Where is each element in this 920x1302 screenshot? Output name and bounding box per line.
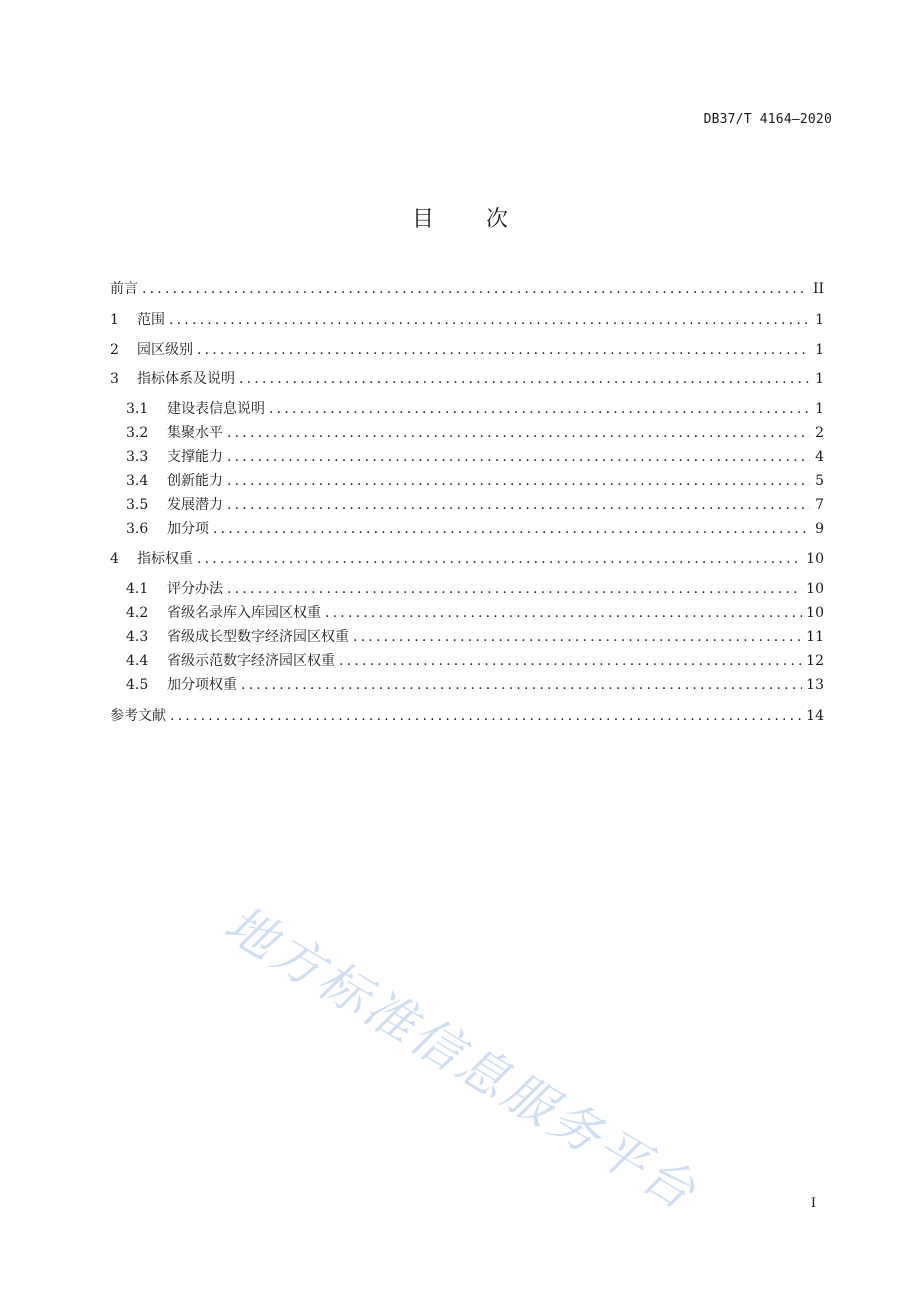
- toc-leader-dots: [241, 675, 802, 695]
- toc-entry-label: 支撑能力: [167, 449, 223, 465]
- toc-leader-dots: [239, 369, 810, 389]
- toc-entry-page: 1: [815, 371, 824, 387]
- toc-entry-scope[interactable]: [110, 310, 824, 330]
- toc-entry-4-5[interactable]: [126, 675, 824, 695]
- toc-entry-page: 12: [806, 653, 824, 669]
- title-char-1: 目: [411, 207, 434, 232]
- toc-leader-dots: [325, 603, 802, 623]
- toc-entry-number: 4.4: [126, 653, 149, 669]
- toc-entry-4-1[interactable]: [126, 579, 824, 599]
- toc-entry-label: 指标体系及说明: [137, 371, 235, 387]
- toc-entry-indicator-weight[interactable]: [110, 549, 824, 569]
- toc-entry-page: 10: [806, 551, 824, 567]
- toc-entry-number: 3.4: [126, 473, 149, 489]
- toc-leader-dots: [227, 447, 810, 467]
- toc-leader-dots: [227, 579, 802, 599]
- toc-entry-number: 4: [110, 551, 119, 567]
- toc-leader-dots: [353, 627, 802, 647]
- toc-entry-label: 参考文献: [110, 708, 166, 724]
- toc-entry-number: 3.3: [126, 449, 149, 465]
- toc-entry-page: 10: [806, 581, 824, 597]
- toc-entry-page: 5: [815, 473, 824, 489]
- toc-leader-dots: [169, 310, 810, 330]
- toc-entry-label: 范围: [137, 312, 165, 328]
- toc-entry-references[interactable]: [110, 706, 824, 726]
- toc-entry-label: 评分办法: [167, 581, 223, 597]
- toc-leader-dots: [213, 519, 810, 539]
- toc-entry-label: 前言: [110, 281, 138, 297]
- toc-leader-dots: [227, 495, 810, 515]
- toc-entry-label: 省级成长型数字经济园区权重: [167, 629, 349, 645]
- toc-entry-number: 3.6: [126, 521, 149, 537]
- toc-entry-foreword[interactable]: [110, 279, 824, 299]
- toc-entry-page: 10: [806, 605, 824, 621]
- toc-leader-dots: [339, 651, 802, 671]
- toc-entry-number: 3.1: [126, 401, 149, 417]
- toc-entry-number: 4.3: [126, 629, 149, 645]
- toc-entry-3-5[interactable]: [126, 495, 824, 515]
- toc-entry-indicator-system[interactable]: [110, 369, 824, 389]
- toc-entry-4-3[interactable]: [126, 627, 824, 647]
- toc-entry-page: 1: [815, 312, 824, 328]
- toc-entry-number: 1: [110, 312, 119, 328]
- toc-entry-label: 省级名录库入库园区权重: [167, 605, 321, 621]
- toc-entry-3-4[interactable]: [126, 471, 824, 491]
- toc-entry-number: 4.5: [126, 677, 149, 693]
- toc-leader-dots: [269, 399, 810, 419]
- toc-entry-label: 加分项权重: [167, 677, 237, 693]
- toc-leader-dots: [197, 549, 802, 569]
- toc-entry-number: 3: [110, 371, 119, 387]
- toc-leader-dots: [227, 423, 810, 443]
- document-code: DB37/T 4164—2020: [703, 112, 832, 127]
- toc-entry-page: 7: [815, 497, 824, 513]
- toc-leader-dots: [142, 279, 809, 299]
- toc-entry-label: 园区级别: [137, 342, 193, 358]
- toc-entry-page: 1: [815, 401, 824, 417]
- toc-entry-page: 11: [806, 629, 824, 645]
- toc-entry-page: 9: [815, 521, 824, 537]
- toc-leader-dots: [170, 706, 802, 726]
- toc-entry-label: 省级示范数字经济园区权重: [167, 653, 335, 669]
- toc-entry-label: 创新能力: [167, 473, 223, 489]
- toc-entry-page: 1: [815, 342, 824, 358]
- toc-entry-number: 2: [110, 342, 119, 358]
- toc-entry-label: 指标权重: [137, 551, 193, 567]
- toc-entry-label: 加分项: [167, 521, 209, 537]
- toc-entry-3-2[interactable]: [126, 423, 824, 443]
- toc-entry-3-6[interactable]: [126, 519, 824, 539]
- toc-entry-page: 13: [806, 677, 824, 693]
- watermark: 地方标准信息服务平台: [215, 894, 708, 1223]
- toc-leader-dots: [227, 471, 810, 491]
- toc-entry-label: 发展潜力: [167, 497, 223, 513]
- toc-entry-page: 4: [815, 449, 824, 465]
- title-char-2: 次: [486, 207, 509, 232]
- toc-leader-dots: [197, 340, 810, 360]
- toc-entry-number: 4.1: [126, 581, 149, 597]
- toc-entry-4-4[interactable]: [126, 651, 824, 671]
- toc-entry-3-3[interactable]: [126, 447, 824, 467]
- toc-entry-page: 14: [806, 708, 824, 724]
- toc-entry-page: II: [812, 281, 824, 297]
- page-number: I: [810, 1196, 816, 1211]
- toc-entry-number: 3.5: [126, 497, 149, 513]
- toc-entry-page: 2: [815, 425, 824, 441]
- toc-entry-park-level[interactable]: [110, 340, 824, 360]
- toc-entry-number: 3.2: [126, 425, 149, 441]
- toc-entry-number: 4.2: [126, 605, 149, 621]
- toc-entry-4-2[interactable]: [126, 603, 824, 623]
- toc-entry-label: 集聚水平: [167, 425, 223, 441]
- toc-entry-label: 建设表信息说明: [167, 401, 265, 417]
- toc-entry-3-1[interactable]: [126, 399, 824, 419]
